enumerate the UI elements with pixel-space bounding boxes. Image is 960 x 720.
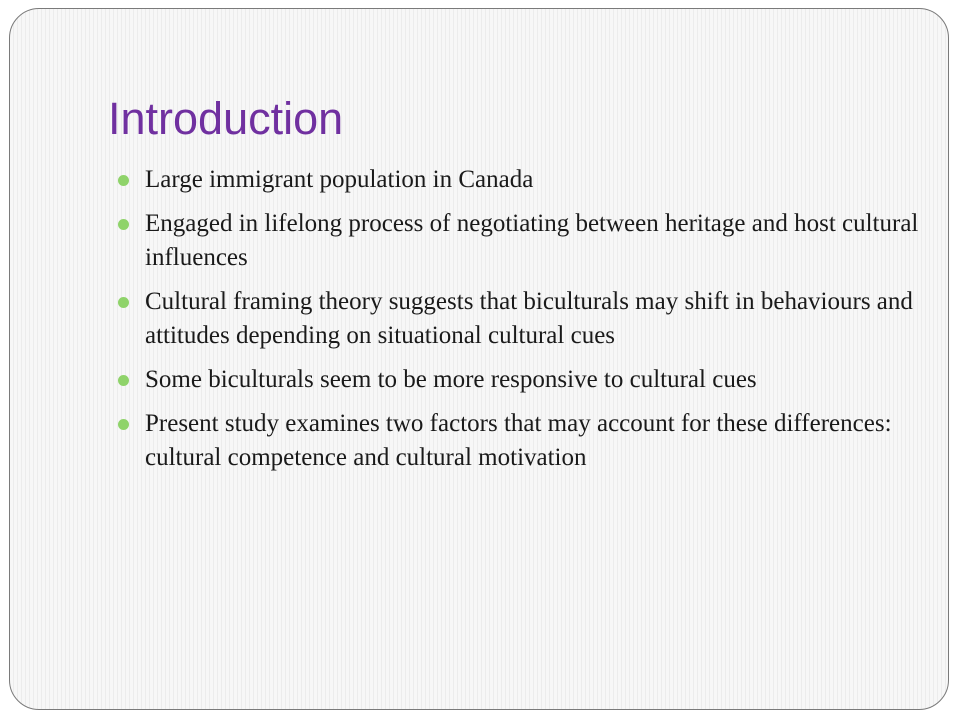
bullet-dot-icon [118, 375, 129, 386]
bullet-item [108, 407, 928, 475]
bullet-text: Cultural framing theory suggests that biculturals may shift in behaviours and attitudes depending on situational cultural cues [145, 288, 913, 349]
bullet-dot-icon [118, 297, 129, 308]
bullet-text: Present study examines two factors that may account for these differences: cultural competence and cultural motivation [145, 410, 892, 471]
bullet-text: Some biculturals seem to be more responsive to cultural cues [145, 366, 757, 393]
bullet-dot-icon [118, 175, 129, 186]
slide-title: Introduction [108, 93, 344, 144]
bullet-list [108, 163, 928, 485]
bullet-item [108, 163, 928, 197]
bullet-item [108, 207, 928, 275]
bullet-text: Large immigrant population in Canada [145, 166, 534, 193]
slide [9, 8, 949, 710]
bullet-item [108, 285, 928, 353]
bullet-text: Engaged in lifelong process of negotiating between heritage and host cultural influences [145, 210, 919, 271]
bullet-dot-icon [118, 419, 129, 430]
bullet-dot-icon [118, 219, 129, 230]
bullet-item [108, 363, 928, 397]
